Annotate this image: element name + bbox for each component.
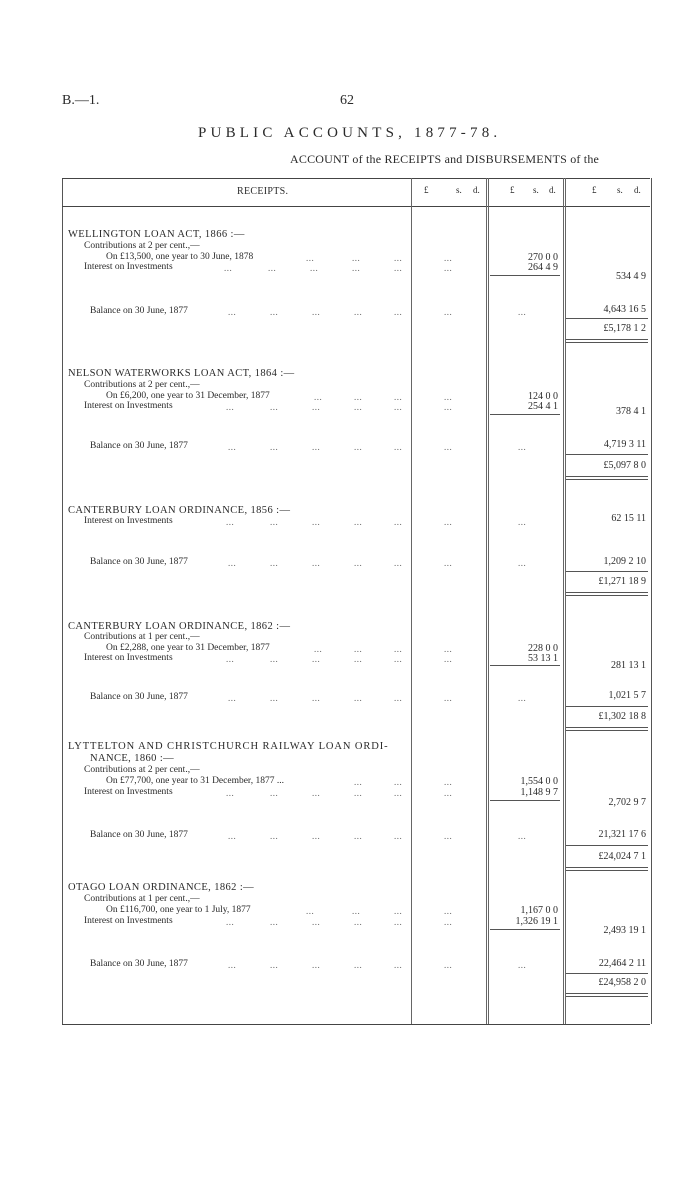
total-rule <box>566 845 648 846</box>
leader-dots: ... <box>228 558 237 568</box>
leader-dots: ... <box>270 442 279 452</box>
leader-dots: ... <box>444 517 453 527</box>
leader-dots: ... <box>444 777 453 787</box>
leader-dots: ... <box>354 392 363 402</box>
page-subtitle: ACCOUNT of the RECEIPTS and DISBURSEMENTS of the <box>290 152 600 166</box>
balance-label: Balance on 30 June, 1877 <box>90 830 188 840</box>
leader-dots: ... <box>268 263 277 273</box>
leader-dots: ... <box>306 906 315 916</box>
leader-dots: ... <box>312 693 321 703</box>
leader-dots: ... <box>270 693 279 703</box>
leader-dots: ... <box>270 960 279 970</box>
leader-dots: ... <box>354 558 363 568</box>
leader-dots: ... <box>444 654 453 664</box>
leader-dots: ... <box>444 831 453 841</box>
shilling-header: s. <box>456 185 462 195</box>
section-title: LYTTELTON AND CHRISTCHURCH RAILWAY LOAN ORDI- <box>68 741 389 752</box>
leader-dots: ... <box>312 654 321 664</box>
contributions-label: Contributions at 1 per cent.,— <box>84 894 200 904</box>
leader-dots: ... <box>444 917 453 927</box>
column-divider <box>411 178 412 1024</box>
subtotal-rule <box>490 665 560 666</box>
subtotal-amount: 534 4 9 <box>616 271 646 282</box>
leader-dots: ... <box>270 307 279 317</box>
leader-dots: ... <box>394 558 403 568</box>
interest-amount: 53 13 1 <box>528 653 558 664</box>
leader-dots: ... <box>444 693 453 703</box>
leader-dots: ... <box>228 831 237 841</box>
leader-dots: ... <box>354 788 363 798</box>
table-top-rule <box>62 178 650 179</box>
leader-dots: ... <box>518 960 527 970</box>
balance-amount: 22,464 2 11 <box>598 958 646 969</box>
contribution-amount: 228 0 0 <box>528 643 558 654</box>
interest-label: Interest on Investments <box>84 262 173 272</box>
section-title: OTAGO LOAN ORDINANCE, 1862 :— <box>68 882 255 893</box>
leader-dots: ... <box>312 831 321 841</box>
subtotal-rule <box>490 929 560 930</box>
subtotal-amount: 62 15 11 <box>611 513 646 524</box>
leader-dots: ... <box>444 253 453 263</box>
leader-dots: ... <box>444 442 453 452</box>
leader-dots: ... <box>270 517 279 527</box>
contribution-amount: 1,554 0 0 <box>520 776 558 787</box>
interest-amount: 1,148 9 7 <box>520 787 558 798</box>
section-title-continued: NANCE, 1860 :— <box>90 753 175 764</box>
leader-dots: ... <box>444 788 453 798</box>
balance-label: Balance on 30 June, 1877 <box>90 557 188 567</box>
leader-dots: ... <box>352 263 361 273</box>
shilling-header: s. <box>533 185 539 195</box>
pence-header: d. <box>634 185 641 195</box>
leader-dots: ... <box>352 906 361 916</box>
total-double-rule <box>566 867 648 871</box>
leader-dots: ... <box>270 558 279 568</box>
balance-amount: 1,021 5 7 <box>608 690 646 701</box>
interest-amount: 264 4 9 <box>528 262 558 273</box>
leader-dots: ... <box>270 917 279 927</box>
leader-dots: ... <box>354 442 363 452</box>
contribution-amount: 1,167 0 0 <box>520 905 558 916</box>
leader-dots: ... <box>394 654 403 664</box>
leader-dots: ... <box>228 307 237 317</box>
leader-dots: ... <box>226 917 235 927</box>
table-header-rule <box>62 206 650 207</box>
contribution-amount: 270 0 0 <box>528 252 558 263</box>
balance-amount: 21,321 17 6 <box>598 829 646 840</box>
contribution-line: On £77,700, one year to 31 December, 1877 ... <box>106 776 284 786</box>
leader-dots: ... <box>444 960 453 970</box>
leader-dots: ... <box>312 558 321 568</box>
total-amount: £24,958 2 0 <box>598 977 646 988</box>
contributions-label: Contributions at 2 per cent.,— <box>84 765 200 775</box>
contribution-line: On £116,700, one year to 1 July, 1877 <box>106 905 251 915</box>
total-amount: £5,097 8 0 <box>603 460 646 471</box>
total-amount: £24,024 7 1 <box>598 851 646 862</box>
leader-dots: ... <box>394 392 403 402</box>
subtotal-amount: 281 13 1 <box>611 660 646 671</box>
receipts-column-header: RECEIPTS. <box>237 186 289 197</box>
leader-dots: ... <box>394 442 403 452</box>
leader-dots: ... <box>354 960 363 970</box>
total-amount: £5,178 1 2 <box>603 323 646 334</box>
contribution-amount: 124 0 0 <box>528 391 558 402</box>
interest-amount: 254 4 1 <box>528 401 558 412</box>
leader-dots: ... <box>444 906 453 916</box>
leader-dots: ... <box>226 788 235 798</box>
leader-dots: ... <box>270 788 279 798</box>
subtotal-rule <box>490 275 560 276</box>
total-double-rule <box>566 339 648 343</box>
balance-label: Balance on 30 June, 1877 <box>90 692 188 702</box>
leader-dots: ... <box>444 402 453 412</box>
document-reference: B.—1. <box>62 93 100 108</box>
leader-dots: ... <box>314 644 323 654</box>
leader-dots: ... <box>226 517 235 527</box>
leader-dots: ... <box>444 263 453 273</box>
total-double-rule <box>566 592 648 596</box>
column-divider <box>563 178 566 1024</box>
column-divider <box>486 178 489 1024</box>
section-title: NELSON WATERWORKS LOAN ACT, 1864 :— <box>68 368 295 379</box>
leader-dots: ... <box>518 442 527 452</box>
section-title: CANTERBURY LOAN ORDINANCE, 1856 :— <box>68 505 291 516</box>
leader-dots: ... <box>354 654 363 664</box>
leader-dots: ... <box>226 402 235 412</box>
section-title: CANTERBURY LOAN ORDINANCE, 1862 :— <box>68 621 291 632</box>
leader-dots: ... <box>270 402 279 412</box>
total-amount: £1,302 18 8 <box>598 711 646 722</box>
contribution-line: On £6,200, one year to 31 December, 1877 <box>106 391 270 401</box>
leader-dots: ... <box>354 517 363 527</box>
subtotal-amount: 378 4 1 <box>616 406 646 417</box>
contributions-label: Contributions at 2 per cent.,— <box>84 380 200 390</box>
leader-dots: ... <box>312 788 321 798</box>
leader-dots: ... <box>444 558 453 568</box>
balance-amount: 1,209 2 10 <box>603 556 646 567</box>
leader-dots: ... <box>394 644 403 654</box>
contribution-line: On £13,500, one year to 30 June, 1878 <box>106 252 254 262</box>
leader-dots: ... <box>518 831 527 841</box>
leader-dots: ... <box>312 960 321 970</box>
leader-dots: ... <box>394 788 403 798</box>
total-double-rule <box>566 476 648 480</box>
leader-dots: ... <box>394 402 403 412</box>
balance-amount: 4,643 16 5 <box>603 304 646 315</box>
total-rule <box>566 571 648 572</box>
total-rule <box>566 454 648 455</box>
interest-label: Interest on Investments <box>84 401 173 411</box>
leader-dots: ... <box>394 906 403 916</box>
leader-dots: ... <box>306 253 315 263</box>
contributions-label: Contributions at 1 per cent.,— <box>84 632 200 642</box>
leader-dots: ... <box>354 644 363 654</box>
pound-header: £ <box>510 185 515 195</box>
pence-header: d. <box>549 185 556 195</box>
leader-dots: ... <box>394 517 403 527</box>
leader-dots: ... <box>394 777 403 787</box>
page-number: 62 <box>340 93 354 108</box>
leader-dots: ... <box>394 831 403 841</box>
total-double-rule <box>566 727 648 731</box>
subtotal-rule <box>490 800 560 801</box>
leader-dots: ... <box>518 693 527 703</box>
subtotal-rule <box>490 414 560 415</box>
leader-dots: ... <box>226 654 235 664</box>
leader-dots: ... <box>444 392 453 402</box>
leader-dots: ... <box>312 517 321 527</box>
leader-dots: ... <box>394 307 403 317</box>
leader-dots: ... <box>228 960 237 970</box>
leader-dots: ... <box>518 558 527 568</box>
interest-label: Interest on Investments <box>84 916 173 926</box>
leader-dots: ... <box>224 263 233 273</box>
leader-dots: ... <box>354 307 363 317</box>
interest-label: Interest on Investments <box>84 516 173 526</box>
leader-dots: ... <box>354 402 363 412</box>
contribution-line: On £2,288, one year to 31 December, 1877 <box>106 643 270 653</box>
balance-amount: 4,719 3 11 <box>603 439 646 450</box>
interest-label: Interest on Investments <box>84 787 173 797</box>
subtotal-amount: 2,493 19 1 <box>603 925 646 936</box>
interest-amount: 1,326 19 1 <box>515 916 558 927</box>
leader-dots: ... <box>312 442 321 452</box>
leader-dots: ... <box>394 693 403 703</box>
leader-dots: ... <box>444 644 453 654</box>
leader-dots: ... <box>354 777 363 787</box>
leader-dots: ... <box>354 693 363 703</box>
contributions-label: Contributions at 2 per cent.,— <box>84 241 200 251</box>
page-title: PUBLIC ACCOUNTS, 1877-78. <box>198 125 502 141</box>
pound-header: £ <box>592 185 597 195</box>
leader-dots: ... <box>228 442 237 452</box>
leader-dots: ... <box>312 307 321 317</box>
leader-dots: ... <box>354 917 363 927</box>
balance-label: Balance on 30 June, 1877 <box>90 441 188 451</box>
leader-dots: ... <box>312 917 321 927</box>
balance-label: Balance on 30 June, 1877 <box>90 959 188 969</box>
leader-dots: ... <box>394 263 403 273</box>
leader-dots: ... <box>394 960 403 970</box>
leader-dots: ... <box>310 263 319 273</box>
leader-dots: ... <box>518 307 527 317</box>
leader-dots: ... <box>444 307 453 317</box>
leader-dots: ... <box>352 253 361 263</box>
interest-label: Interest on Investments <box>84 653 173 663</box>
leader-dots: ... <box>518 517 527 527</box>
pound-header: £ <box>424 185 429 195</box>
subtotal-amount: 2,702 9 7 <box>608 797 646 808</box>
total-amount: £1,271 18 9 <box>598 576 646 587</box>
leader-dots: ... <box>312 402 321 412</box>
leader-dots: ... <box>270 654 279 664</box>
table-bottom-rule <box>62 1024 650 1025</box>
total-rule <box>566 706 648 707</box>
leader-dots: ... <box>394 253 403 263</box>
leader-dots: ... <box>270 831 279 841</box>
shilling-header: s. <box>617 185 623 195</box>
total-rule <box>566 973 648 974</box>
balance-label: Balance on 30 June, 1877 <box>90 306 188 316</box>
leader-dots: ... <box>228 693 237 703</box>
pence-header: d. <box>473 185 480 195</box>
total-rule <box>566 318 648 319</box>
leader-dots: ... <box>314 392 323 402</box>
leader-dots: ... <box>354 831 363 841</box>
total-double-rule <box>566 993 648 997</box>
section-title: WELLINGTON LOAN ACT, 1866 :— <box>68 229 245 240</box>
leader-dots: ... <box>394 917 403 927</box>
